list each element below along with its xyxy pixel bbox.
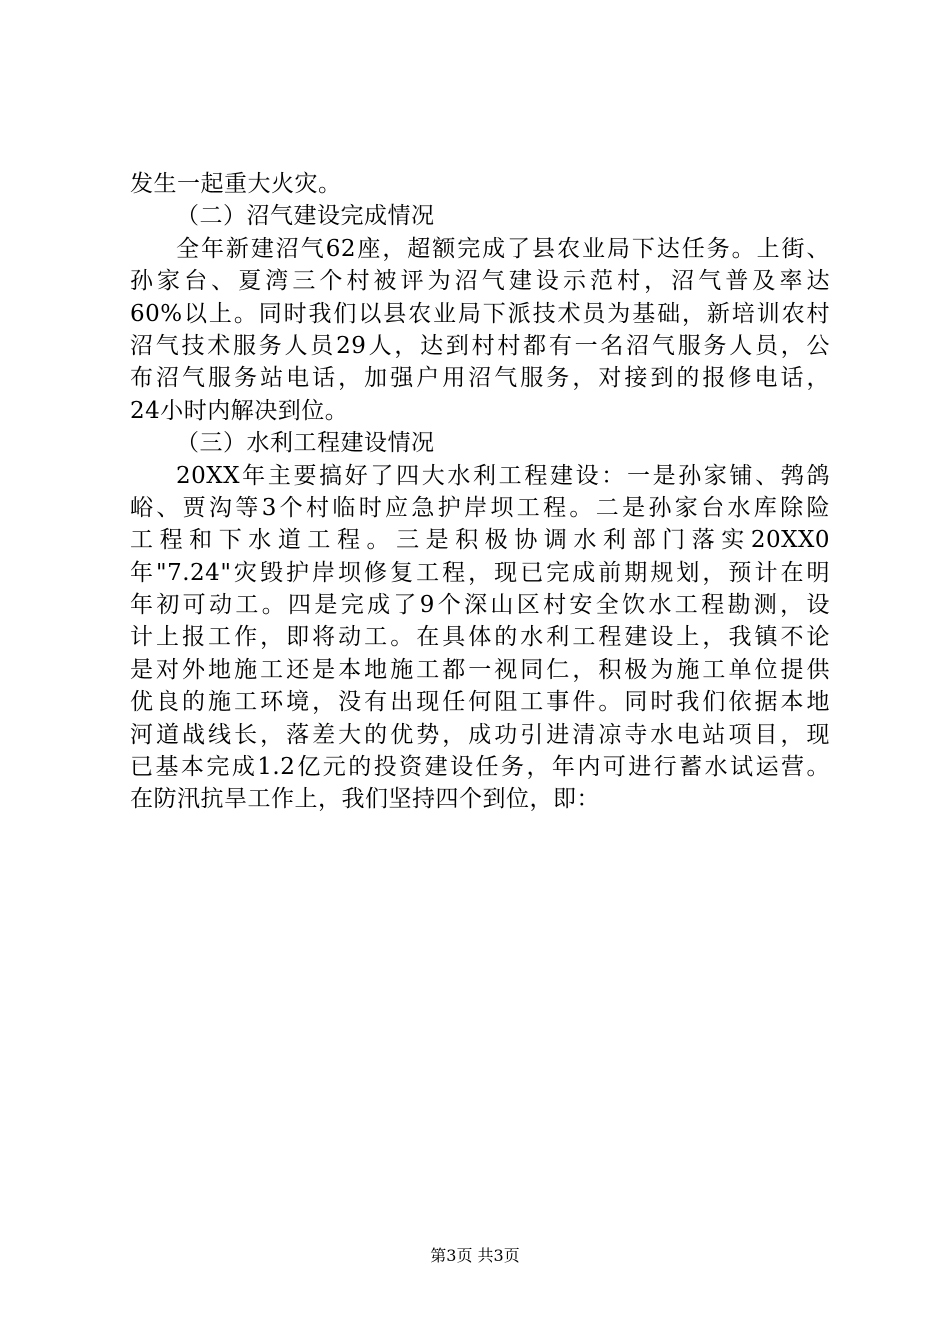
text-line: 年初可动工。四是完成了9个深山区村安全饮水工程勘测，设 <box>130 592 830 619</box>
text-line: 工程和下水道工程。三是积极协调水利部门落实20XX0 <box>130 527 830 554</box>
text-line: 孙家台、夏湾三个村被评为沼气建设示范村，沼气普及率达 <box>130 268 830 295</box>
text-line: 已基本完成1.2亿元的投资建设任务，年内可进行蓄水试运营。 <box>130 754 830 781</box>
text-line: 在防汛抗旱工作上，我们坚持四个到位，即： <box>130 786 600 813</box>
section-heading-biogas: （二）沼气建设完成情况 <box>176 203 435 230</box>
text-line: 河道战线长，落差大的优势，成功引进清凉寺水电站项目，现 <box>130 721 830 748</box>
text-line: 60%以上。同时我们以县农业局下派技术员为基础，新培训农村 <box>130 300 830 327</box>
text-line: 24小时内解决到位。 <box>130 397 349 424</box>
text-line: 优良的施工环境，没有出现任何阻工事件。同时我们依据本地 <box>130 689 830 716</box>
text-line: 20XX年主要搞好了四大水利工程建设：一是孙家铺、鹁鸽 <box>176 462 830 489</box>
text-line: 沼气技术服务人员29人，达到村村都有一名沼气服务人员，公 <box>130 332 830 359</box>
text-line: 全年新建沼气62座，超额完成了县农业局下达任务。上街、 <box>176 235 830 262</box>
text-line: 是对外地施工还是本地施工都一视同仁，积极为施工单位提供 <box>130 656 830 683</box>
text-line: 年"7.24"灾毁护岸坝修复工程，现已完成前期规划，预计在明 <box>130 559 830 586</box>
text-line: 发生一起重大火灾。 <box>130 171 342 197</box>
text-line: 计上报工作，即将动工。在具体的水利工程建设上，我镇不论 <box>130 624 830 651</box>
text-line: 峪、贾沟等3个村临时应急护岸坝工程。二是孙家台水库除险 <box>130 494 830 521</box>
text-line: 布沼气服务站电话，加强户用沼气服务，对接到的报修电话， <box>130 365 830 392</box>
section-heading-water: （三）水利工程建设情况 <box>176 430 435 457</box>
page-footer: 第3页 共3页 <box>430 1246 520 1265</box>
document-body <box>130 168 830 816</box>
